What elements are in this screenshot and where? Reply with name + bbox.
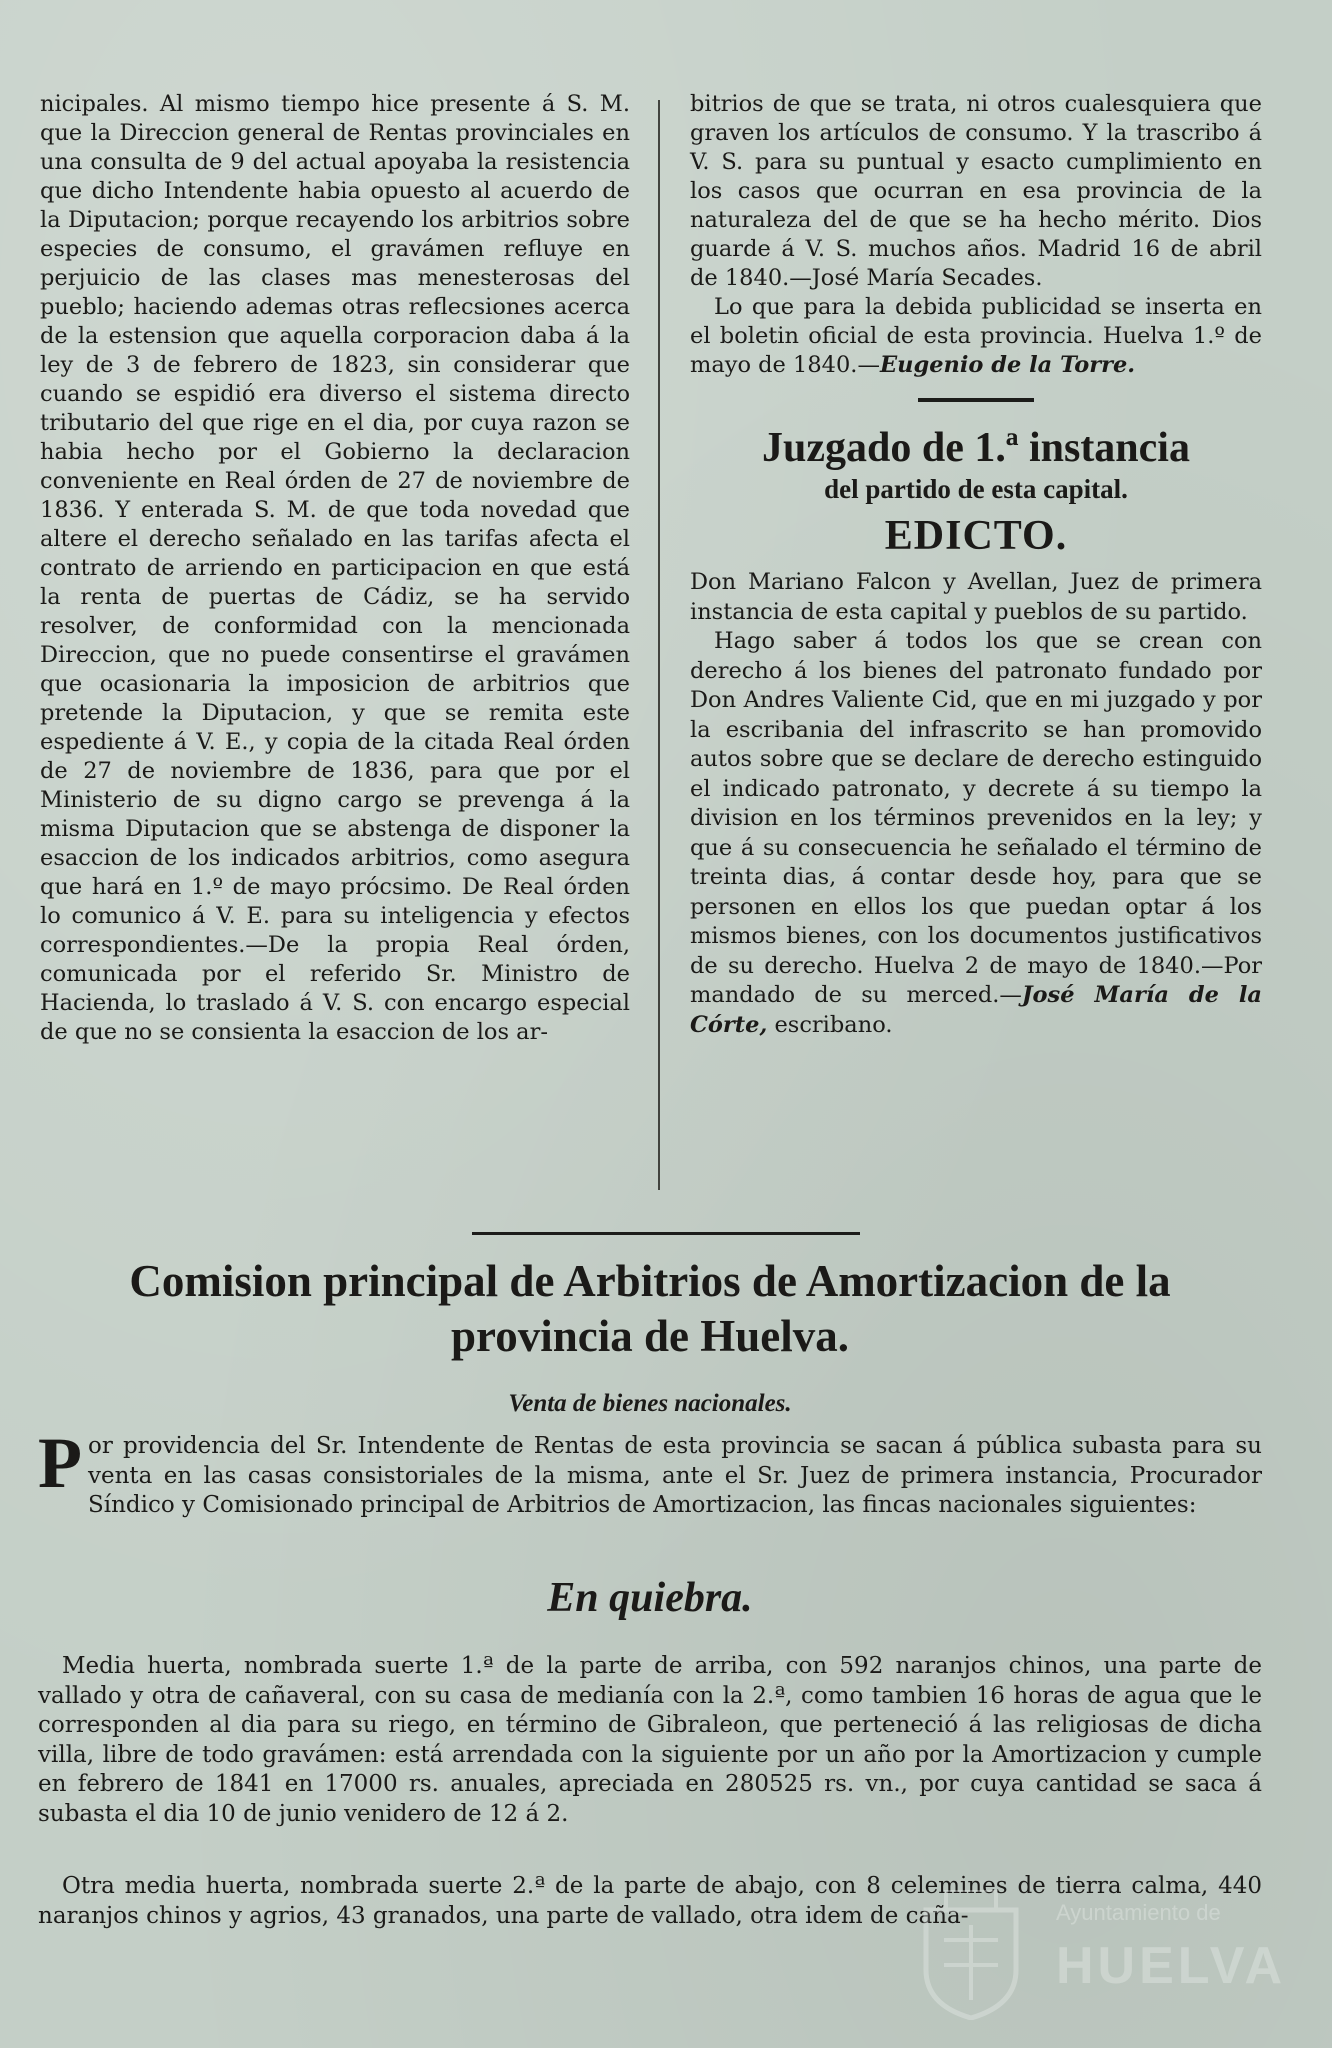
court-heading: Juzgado de 1.ª instancia [762,425,1190,471]
edict-signature-role: escribano. [767,1011,893,1038]
commission-intro-text: or providencia del Sr. Intendente de Rentas de esta provincia se sacan á pública subasta para su venta en las casas consistoriales de la misma, ante el Sr. Juez de primera instancia, Procurador Síndico y Comisionado principal de Arbitrios de Amortizacion, las fincas nacionales siguientes: [87,1433,1262,1518]
edict-text [690,627,1262,1040]
watermark-line-1: Ayuntamiento de [1056,1900,1221,1925]
left-column [40,90,630,1047]
edict-signature: José María de la Córte, [690,982,1262,1038]
section-heading-en-quiebra: En quiebra. [547,1575,753,1621]
section-rule [918,398,1034,402]
column-divider [658,100,660,1190]
court-subheading: del partido de esta capital. [824,474,1128,504]
commission-intro [38,1423,1262,1521]
edict-title: EDICTO. [884,513,1068,559]
signature-eugenio: Eugenio de la Torre. [879,352,1136,378]
right-column-paragraph-2 [690,293,1262,380]
right-column-paragraph-1: bitrios de que se trata, ni otros cualesquiera que graven los artículos de consumo. Y la trascribo á V. S. para su puntual y esacto cumplimiento en los casos que ocurran en esa provincia de la naturaleza del de que se ha hecho mérito. Dios guarde á V. S. muchos años. Madrid 16 de abril de 1840.—José María Secades. [690,91,1262,291]
property-item-1: Media huerta, nombrada suerte 1.ª de la parte de arriba, con 592 naranjos chinos, una parte de vallado y otra de cañaveral, con su casa de medianía con la 2.ª, como tambien 16 horas de agua que le corresponden al dia para su riego, en término de Gibraleon, que perteneció á las religiosas de dicha villa, libre de todo gravámen: está arrendada con la siguiente por un año por la Amortizacion y cumple en febrero de 1841 en 17000 rs. anuales, apreciada en 280525 rs. vn., por cuya cantidad se saca á subasta el dia 10 de junio venidero de 12 á 2. [38,1653,1262,1827]
coat-of-arms-icon [916,1890,1026,2020]
horizontal-rule [472,1232,860,1235]
property-item-2: Otra media huerta, nombrada suerte 2.ª de la parte de abajo, con 8 celemines de tierra calma, 440 naranjos chinos y agrios, 43 granados, una parte de vallado, otra idem de caña- [38,1873,1262,1929]
watermark-line-2: HUELVA [1056,1937,1287,1995]
commission-title: Comision principal de Arbitrios de Amortizacion de la provincia de Huelva. [129,1256,1171,1361]
left-column-paragraph: nicipales. Al mismo tiempo hice presente á S. M. que la Direccion general de Rentas provinciales en una consulta de 9 del actual apoyaba la resistencia que dicho Intendente habia opuesto al acuerdo de la Diputacion; porque recayendo los arbitrios sobre especies de consumo, el gravámen refluye en perjuicio de las clases mas menesterosas del pueblo; haciendo ademas otras reflecsiones acerca de la estension que aquella corporacion daba á la ley de 3 de febrero de 1823, sin considerar que cuando se espidió era diverso el sistema directo tributario del que rige en el dia, por cuya razon se habia hecho por el Gobierno la declaracion conveniente en Real órden de 27 de noviembre de 1836. Y enterada S. M. de que toda novedad que altere el derecho señalado en las tarifas afecta el contrato de arriendo en participacion en que está la renta de puertas de Cádiz, se ha servido resolver, de conformidad con la mencionada Direccion, que no puede consentirse el gravámen que ocasionaria la imposicion de arbitrios que pretende la Diputacion, y que se remita este espediente á V. E., y copia de la citada Real órden de 27 de noviembre de 1836, para que por el Ministerio de su digno cargo se prevenga á la misma Diputacion que se abstenga de disponer la esaccion de los indicados arbitrios, como asegura que hará en 1.º de mayo prócsimo. De Real órden lo comunico á V. E. para su inteligencia y efectos correspondientes.—De la propia Real órden, comunicada por el referido Sr. Ministro de Hacienda, lo traslado á V. S. con encargo especial de que no se consienta la esaccion de los ar- [40,91,630,1045]
dropcap-letter: P [38,1423,82,1503]
publication-note: Lo que para la debida publicidad se inserta en el boletin oficial de esta provincia. Huelva 1.º de mayo de 1840.— [690,294,1262,378]
edict-main-text: Hago saber á todos los que se crean con derecho á los bienes del patronato fundado por Don Andres Valiente Cid, que en mi juzgado y por la escribania del infrascrito se han promovido autos sobre que se declare de derecho estinguido el indicado patronato, y decrete á su tiempo la division en los términos prevenidos en la ley; y que á su consecuencia he señalado el término de treinta dias, á contar desde hoy, para que se personen en ellos los que puedan optar á los mismos bienes, con los documentos justificativos de su derecho. Huelva 2 de mayo de 1840.—Por mandado de su merced.— [690,628,1262,1008]
edict-judge: Don Mariano Falcon y Avellan, Juez de primera instancia de esta capital y pueblos de su partido. [690,569,1262,625]
commission-subtitle: Venta de bienes nacionales. [508,1390,792,1417]
edict-body [690,568,1262,1040]
watermark [916,1880,1287,2030]
right-column [690,90,1262,1040]
